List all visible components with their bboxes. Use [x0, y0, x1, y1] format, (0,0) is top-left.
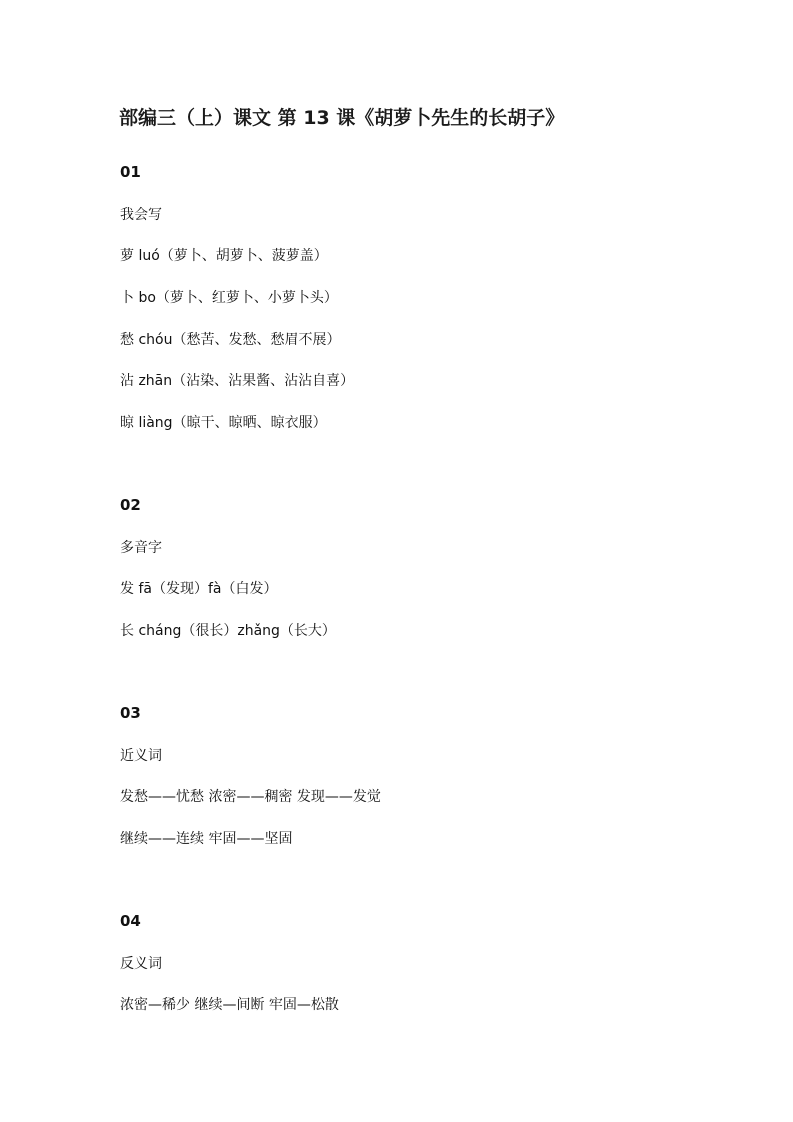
vocab-line: 浓密—稀少 继续—间断 牢固—松散: [120, 997, 339, 1013]
vocab-line: 沾 zhān（沾染、沾果酱、沾沾自喜）: [120, 373, 355, 389]
vocab-line: 晾 liàng（晾干、晾晒、晾衣服）: [120, 415, 327, 431]
section-number: 03: [120, 704, 141, 722]
section-number: 02: [120, 496, 141, 514]
document-title: 部编三（上）课文 第 13 课《胡萝卜先生的长胡子》: [119, 107, 565, 129]
section-subtitle: 近义词: [120, 748, 162, 764]
vocab-line: 愁 chóu（愁苦、发愁、愁眉不展）: [120, 332, 341, 348]
vocab-line: 长 cháng（很长）zhǎng（长大）: [120, 623, 336, 639]
section-number: 01: [120, 163, 141, 181]
section-subtitle: 多音字: [120, 540, 162, 556]
vocab-line: 萝 luó（萝卜、胡萝卜、菠萝盖）: [120, 248, 328, 264]
section-number: 04: [120, 912, 141, 930]
vocab-line: 卜 bo（萝卜、红萝卜、小萝卜头）: [120, 290, 338, 306]
section-subtitle: 我会写: [120, 207, 162, 223]
vocab-line: 继续——连续 牢固——坚固: [120, 831, 293, 847]
vocab-line: 发愁——忧愁 浓密——稠密 发现——发觉: [120, 789, 381, 805]
section-subtitle: 反义词: [120, 956, 162, 972]
vocab-line: 发 fā（发现）fà（白发）: [120, 581, 278, 597]
